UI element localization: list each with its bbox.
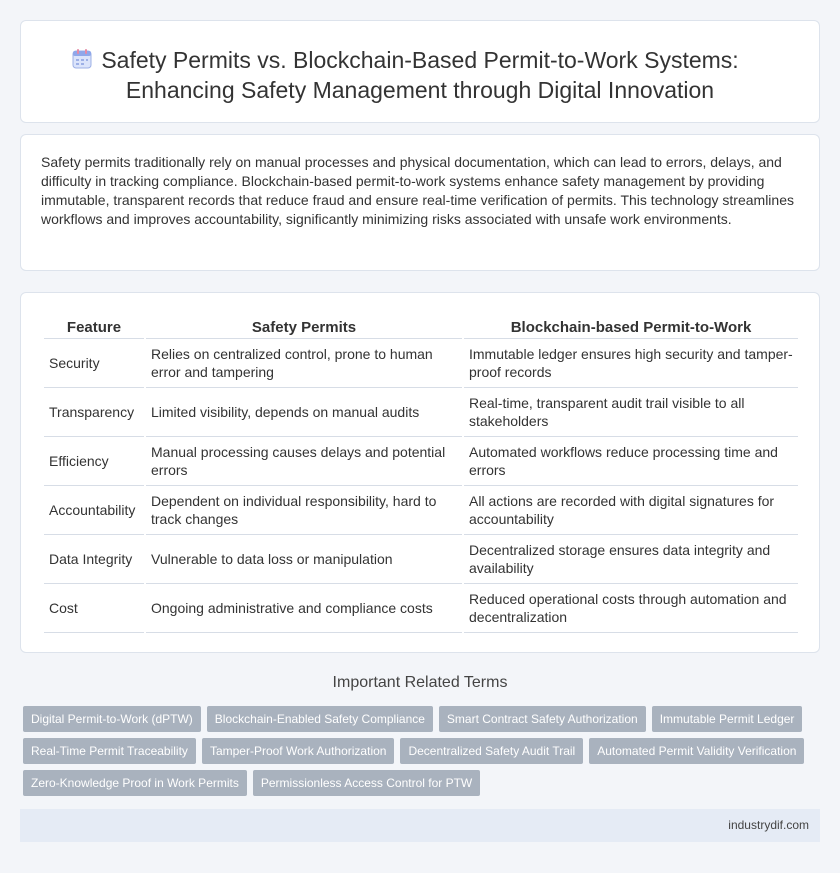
table-row — [44, 535, 798, 584]
safety-permits-cell: Manual processing causes delays and potential errors — [146, 437, 462, 486]
feature-cell: Transparency — [44, 388, 144, 437]
related-term-tag[interactable]: Digital Permit-to-Work (dPTW) — [23, 706, 201, 732]
table-row — [44, 388, 798, 437]
related-terms-list — [23, 706, 823, 802]
header-blockchain: Blockchain-based Permit-to-Work — [464, 317, 798, 339]
feature-cell: Data Integrity — [44, 535, 144, 584]
blockchain-cell: All actions are recorded with digital signatures for accountability — [464, 486, 798, 535]
intro-card — [20, 134, 820, 271]
title-line-2: Enhancing Safety Management through Digital Innovation — [125, 77, 715, 103]
header-feature: Feature — [44, 317, 144, 339]
table-header-row — [44, 317, 798, 339]
related-term-tag[interactable]: Zero-Knowledge Proof in Work Permits — [23, 770, 247, 796]
blockchain-cell: Reduced operational costs through automation and decentralization — [464, 584, 798, 633]
comparison-card — [20, 292, 820, 653]
table-row — [44, 339, 798, 388]
blockchain-cell: Immutable ledger ensures high security and tamper-proof records — [464, 339, 798, 388]
footer — [20, 809, 820, 842]
safety-permits-cell: Dependent on individual responsibility, hard to track changes — [146, 486, 462, 535]
safety-permits-cell: Vulnerable to data loss or manipulation — [146, 535, 462, 584]
intro-paragraph: Safety permits traditionally rely on manual processes and physical documentation, which can lead to errors, delays, and difficulty in tracking compliance. Blockchain-based permit-to-work systems enhance safety management by providing immutable, transparent records that reduce fraud and ensure real-time verification of permits. This technology streamlines workflows and improves accountability, significantly minimizing risks associated with unsafe work environments. — [41, 154, 794, 227]
related-terms-title: Important Related Terms — [332, 674, 508, 691]
tag-row — [23, 738, 823, 764]
header-safety-permits: Safety Permits — [146, 317, 462, 339]
feature-cell: Cost — [44, 584, 144, 633]
related-term-tag[interactable]: Permissionless Access Control for PTW — [253, 770, 480, 796]
blockchain-cell: Real-time, transparent audit trail visible to all stakeholders — [464, 388, 798, 437]
related-term-tag[interactable]: Immutable Permit Ledger — [652, 706, 803, 732]
safety-permits-cell: Ongoing administrative and compliance costs — [146, 584, 462, 633]
title-card — [20, 20, 820, 123]
comparison-table — [42, 317, 800, 633]
footer-site-link[interactable]: industrydif.com — [728, 818, 809, 832]
tag-row — [23, 706, 823, 732]
title-line-1: Safety Permits vs. Blockchain-Based Permit-to-Work Systems: — [101, 47, 739, 73]
related-term-tag[interactable]: Tamper-Proof Work Authorization — [202, 738, 395, 764]
related-term-tag[interactable]: Decentralized Safety Audit Trail — [400, 738, 583, 764]
table-row — [44, 584, 798, 633]
related-term-tag[interactable]: Automated Permit Validity Verification — [589, 738, 804, 764]
tag-row — [23, 770, 823, 796]
safety-permits-cell: Limited visibility, depends on manual audits — [146, 388, 462, 437]
feature-cell: Accountability — [44, 486, 144, 535]
related-term-tag[interactable]: Real-Time Permit Traceability — [23, 738, 196, 764]
related-term-tag[interactable]: Smart Contract Safety Authorization — [439, 706, 646, 732]
blockchain-cell: Decentralized storage ensures data integrity and availability — [464, 535, 798, 584]
related-term-tag[interactable]: Blockchain-Enabled Safety Compliance — [207, 706, 433, 732]
page-title — [21, 45, 819, 105]
table-row — [44, 486, 798, 535]
feature-cell: Efficiency — [44, 437, 144, 486]
safety-permits-cell: Relies on centralized control, prone to human error and tampering — [146, 339, 462, 388]
blockchain-cell: Automated workflows reduce processing time and errors — [464, 437, 798, 486]
table-row — [44, 437, 798, 486]
feature-cell: Security — [44, 339, 144, 388]
